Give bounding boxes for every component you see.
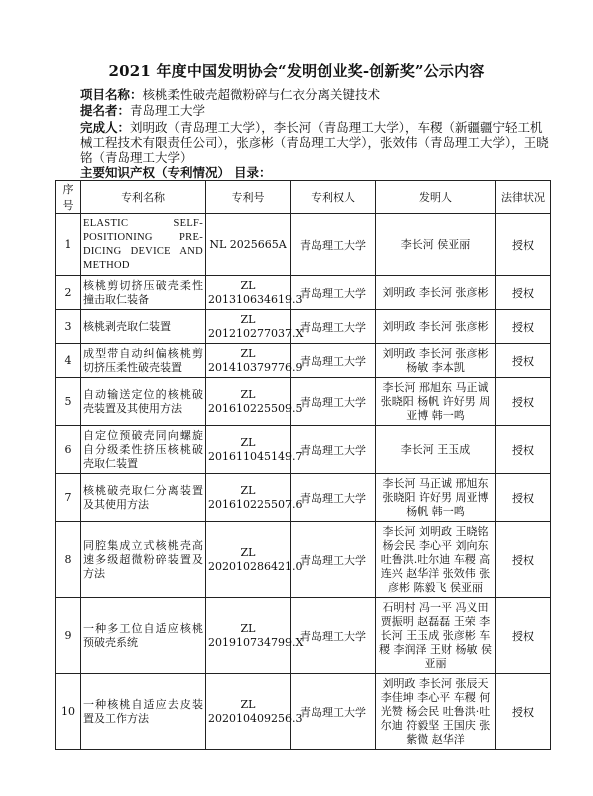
page-title: 2021 年度中国发明协会“发明创业奖-创新奖”公示内容 (108, 62, 485, 80)
project-name-value: 核桃柔性破壳超微粉碎与仁衣分离关键技术 (142, 87, 381, 102)
patent-name: 一种核桃自适应去皮装置及工作方法 (81, 674, 206, 750)
inventors: 石明村 冯一平 冯义田 贾振明 赵磊磊 王荣 李长河 王玉成 张彦彬 车稷 李润泽 王财 杨敏 侯亚丽 (376, 598, 496, 674)
table-row (56, 276, 551, 310)
legal-status: 授权 (496, 522, 551, 598)
table-row (56, 674, 551, 750)
patent-owner: 青岛理工大学 (291, 598, 376, 674)
table-row (56, 344, 551, 378)
legal-status: 授权 (496, 426, 551, 474)
row-number: 3 (56, 310, 81, 344)
patent-name: 同腔集成立式核桃壳高速多级超微粉碎装置及方法 (81, 522, 206, 598)
table-row (56, 598, 551, 674)
table-row (56, 474, 551, 522)
patent-name: 一种多工位自适应核桃预破壳系统 (81, 598, 206, 674)
row-number: 7 (56, 474, 81, 522)
inventors: 刘明政 李长河 张彦彬 (376, 310, 496, 344)
row-number: 2 (56, 276, 81, 310)
table-row (56, 522, 551, 598)
table-row (56, 378, 551, 426)
patent-table (55, 180, 551, 750)
table-row (56, 310, 551, 344)
patent-owner: 青岛理工大学 (291, 474, 376, 522)
patent-owner: 青岛理工大学 (291, 214, 376, 276)
patent-owner: 青岛理工大学 (291, 310, 376, 344)
patent-number: ZL 201410379776.9 (206, 344, 291, 378)
patent-name: ELASTIC SELF-POSITIONING PRE-DICING DEVICE AND METHOD (81, 214, 206, 276)
patent-number: ZL 202010286421.0 (206, 522, 291, 598)
patent-name: 核桃剪切挤压破壳柔性撞击取仁装备 (81, 276, 206, 310)
patent-number: NL 2025665A (206, 214, 291, 276)
completers-value: 刘明政（青岛理工大学），李长河（青岛理工大学），车稷（新疆疆宁轻工机械工程技术有限责任公司），张彦彬（青岛理工大学），张效伟（青岛理工大学），王晓铭（青岛理工大学） (80, 120, 549, 165)
project-name-line (80, 87, 555, 102)
patent-number: ZL 201610225507.6 (206, 474, 291, 522)
patent-owner: 青岛理工大学 (291, 674, 376, 750)
patent-owner: 青岛理工大学 (291, 522, 376, 598)
row-number: 6 (56, 426, 81, 474)
project-name-label: 项目名称： (80, 87, 143, 102)
completers-label: 完成人： (80, 120, 131, 135)
inventors: 李长河 王玉成 (376, 426, 496, 474)
row-number: 5 (56, 378, 81, 426)
ip-heading-suffix: 目录： (234, 165, 272, 180)
patent-name: 核桃破壳取仁分离装置及其使用方法 (81, 474, 206, 522)
header-cell: 专利权人 (291, 181, 376, 214)
inventors: 李长河 侯亚丽 (376, 214, 496, 276)
patent-number: ZL 201610225509.5 (206, 378, 291, 426)
patent-number: ZL 201310634619.3 (206, 276, 291, 310)
patent-owner: 青岛理工大学 (291, 276, 376, 310)
header-cell: 专利号 (206, 181, 291, 214)
inventors: 李长河 刘明政 王晓铭 杨会民 李心平 刘向东 吐鲁洪.吐尔迪 车稷 高连兴 赵华洋 张效伟 张彦彬 陈毅飞 侯亚丽 (376, 522, 496, 598)
table-row (56, 214, 551, 276)
legal-status: 授权 (496, 276, 551, 310)
inventors: 李长河 马正诚 邢旭东 张晓阳 许好男 周亚博 杨帆 韩一鸣 (376, 474, 496, 522)
inventors: 刘明政 李长河 张辰天 李佳坤 李心平 车稷 何光赞 杨会民 吐鲁洪·吐尔迪 符毅坚 王国庆 张紫微 赵华洋 (376, 674, 496, 750)
inventors: 李长河 邢旭东 马正诚 张晓阳 杨帆 许好男 周亚博 韩一鸣 (376, 378, 496, 426)
header-cell: 序号 (56, 181, 81, 214)
ip-heading-line (80, 165, 555, 180)
nominator-label: 提名者： (80, 103, 131, 118)
legal-status: 授权 (496, 474, 551, 522)
header-cell: 专利名称 (81, 181, 206, 214)
ip-heading-label: 主要知识产权（专利情况） (80, 165, 231, 180)
nominator-line (80, 103, 555, 118)
inventors: 刘明政 李长河 张彦彬 杨敏 李本凯 (376, 344, 496, 378)
patent-owner: 青岛理工大学 (291, 378, 376, 426)
row-number: 4 (56, 344, 81, 378)
row-number: 8 (56, 522, 81, 598)
row-number: 9 (56, 598, 81, 674)
patent-name: 核桃剥壳取仁装置 (81, 310, 206, 344)
table-row (56, 426, 551, 474)
patent-number: ZL 201910734799.X (206, 598, 291, 674)
completers-line (80, 120, 555, 165)
legal-status: 授权 (496, 310, 551, 344)
row-number: 1 (56, 214, 81, 276)
patent-number: ZL 201611045149.7 (206, 426, 291, 474)
row-number: 10 (56, 674, 81, 750)
patent-number: ZL 201210277037.X (206, 310, 291, 344)
inventors: 刘明政 李长河 张彦彬 (376, 276, 496, 310)
legal-status: 授权 (496, 674, 551, 750)
legal-status: 授权 (496, 344, 551, 378)
legal-status: 授权 (496, 378, 551, 426)
patent-owner: 青岛理工大学 (291, 426, 376, 474)
header-cell: 法律状况 (496, 181, 551, 214)
patent-name: 成型带自动纠偏核桃剪切挤压柔性破壳装置 (81, 344, 206, 378)
patent-name: 自动输送定位的核桃破壳装置及其使用方法 (81, 378, 206, 426)
legal-status: 授权 (496, 214, 551, 276)
table-header-row (56, 181, 551, 214)
patent-owner: 青岛理工大学 (291, 344, 376, 378)
header-cell: 发明人 (376, 181, 496, 214)
patent-name: 自定位预破壳同向螺旋自分级柔性挤压核桃破壳取仁装置 (81, 426, 206, 474)
legal-status: 授权 (496, 598, 551, 674)
nominator-value: 青岛理工大学 (130, 103, 206, 118)
patent-number: ZL 202010409256.3 (206, 674, 291, 750)
